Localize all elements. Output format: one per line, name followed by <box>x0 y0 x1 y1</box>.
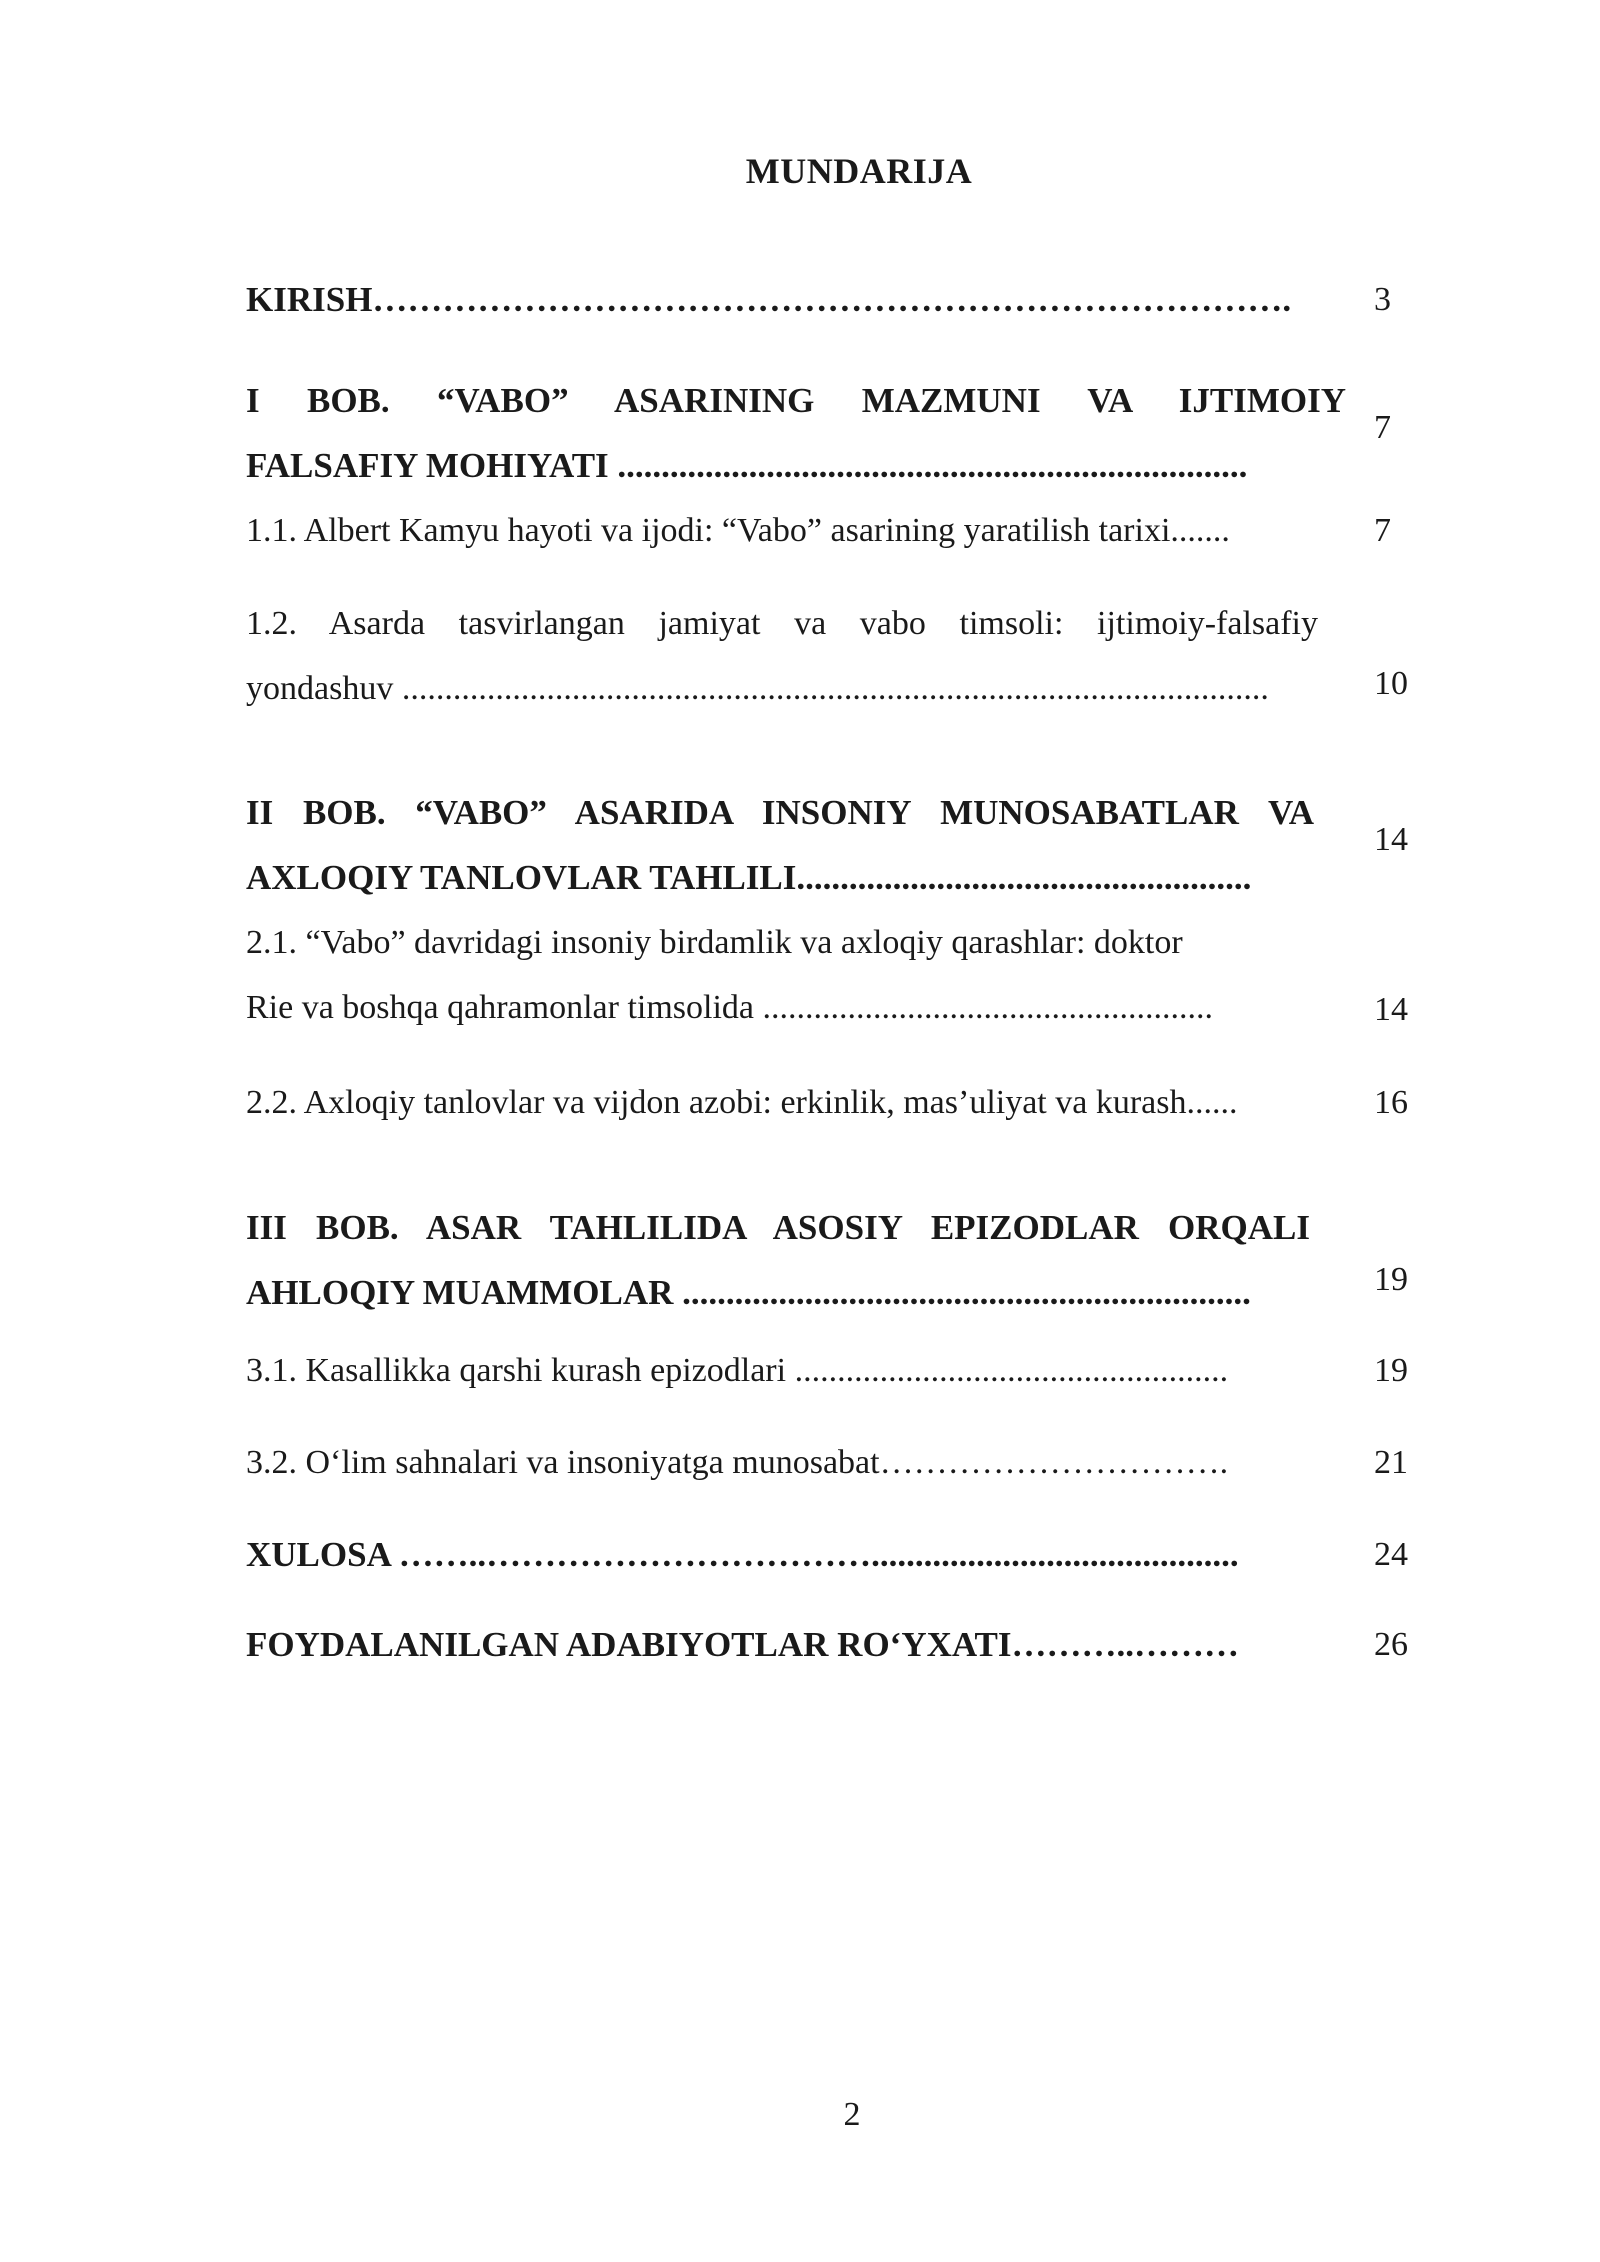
toc-entry-section-2-2: 2.2. Axloqiy tanlovlar va vijdon azobi: erkinlik, mas’uliyat va kurash...... <box>246 1084 1238 1121</box>
toc-page-introduction: 3 <box>1374 281 1391 318</box>
toc-entry-chapter-3-line-2: AHLOQIY MUAMMOLAR ................................................................. <box>246 1273 1251 1312</box>
toc-page-section-1-2: 10 <box>1374 665 1408 702</box>
toc-page-bibliography: 26 <box>1374 1626 1408 1663</box>
toc-page-chapter-2: 14 <box>1374 821 1408 858</box>
toc-entry-section-2-1-line-1: 2.1. “Vabo” davridagi insoniy birdamlik va axloqiy qarashlar: doktor <box>246 924 1183 961</box>
toc-page-section-3-2: 21 <box>1374 1444 1408 1481</box>
toc-entry-section-1-1: 1.1. Albert Kamyu hayoti va ijodi: “Vabo” asarining yaratilish tarixi....... <box>246 512 1230 549</box>
toc-entry-section-3-2: 3.2. O‘lim sahnalari va insoniyatga munosabat…………………………. <box>246 1444 1229 1481</box>
toc-entry-chapter-2-line-1: II BOB. “VABO” ASARIDA INSONIY MUNOSABATLAR VA <box>246 793 1314 832</box>
toc-page-chapter-3: 19 <box>1374 1261 1408 1298</box>
toc-page-section-1-1: 7 <box>1374 512 1391 549</box>
toc-page-chapter-1: 7 <box>1374 409 1391 446</box>
toc-page-section-2-2: 16 <box>1374 1084 1408 1121</box>
toc-entry-introduction: KIRISH……………………………………………………………………. <box>246 280 1292 319</box>
toc-entry-section-3-1: 3.1. Kasallikka qarshi kurash epizodlari ................................................... <box>246 1352 1229 1389</box>
toc-entry-chapter-1-line-2: FALSAFIY MOHIYATI ........................................................................ <box>246 446 1248 485</box>
toc-entry-bibliography: FOYDALANILGAN ADABIYOTLAR RO‘YXATI………..……… <box>246 1625 1240 1664</box>
toc-entry-conclusion: XULOSA ……..…………………………….......................................... <box>246 1535 1239 1574</box>
page-title: MUNDARIJA <box>745 151 973 191</box>
toc-entry-section-1-2-line-1: 1.2. Asarda tasvirlangan jamiyat va vabo timsoli: ijtimoiy-falsafiy <box>246 605 1318 642</box>
toc-entry-section-1-2-line-2: yondashuv ...................................................................................................... <box>246 670 1269 707</box>
toc-page-section-3-1: 19 <box>1374 1352 1408 1389</box>
toc-entry-chapter-1-line-1: I BOB. “VABO” ASARINING MAZMUNI VA IJTIMOIY <box>246 381 1346 420</box>
toc-page-conclusion: 24 <box>1374 1536 1408 1573</box>
toc-entry-chapter-3-line-1: III BOB. ASAR TAHLILIDA ASOSIY EPIZODLAR ORQALI <box>246 1208 1310 1247</box>
toc-page-section-2-1: 14 <box>1374 991 1408 1028</box>
page-number: 2 <box>843 2096 861 2133</box>
toc-entry-section-2-1-line-2: Rie va boshqa qahramonlar timsolida ..................................................... <box>246 989 1213 1026</box>
toc-entry-chapter-2-line-2: AXLOQIY TANLOVLAR TAHLILI.................................................... <box>246 858 1252 897</box>
